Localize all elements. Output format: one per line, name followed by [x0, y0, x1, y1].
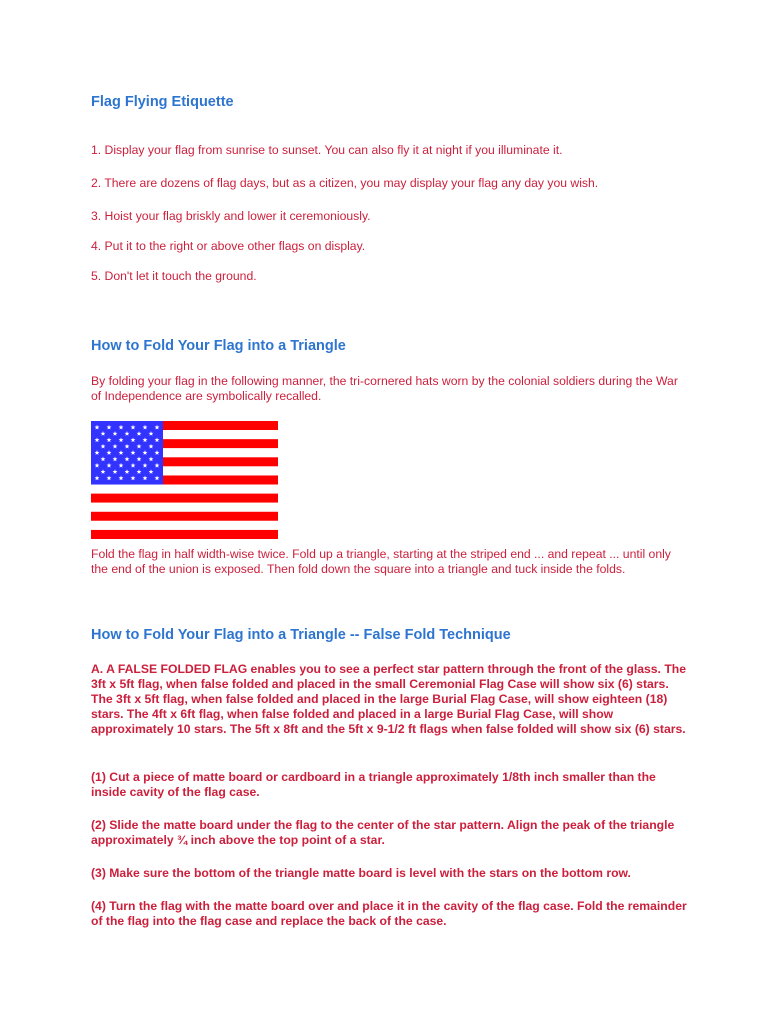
- etiquette-item-3: 3. Hoist your flag briskly and lower it ceremoniously.: [91, 209, 371, 223]
- etiquette-item-5: 5. Don't let it touch the ground.: [91, 269, 257, 283]
- false-fold-step-2: (2) Slide the matte board under the flag to the center of the star pattern. Align the peak of the triangle approximately ¾ inch above the top point of a star.: [91, 818, 675, 847]
- false-fold-heading: How to Fold Your Flag into a Triangle -- False Fold Technique: [91, 627, 511, 643]
- flag-stripe: [91, 521, 278, 530]
- etiquette-item-1: 1. Display your flag from sunrise to sunset. You can also fly it at night if you illuminate it.: [91, 143, 563, 157]
- false-fold-step-1: (1) Cut a piece of matte board or cardboard in a triangle approximately 1/8th inch smaller than the inside cavity of the flag case.: [91, 770, 656, 799]
- flag-stripe: [91, 503, 278, 512]
- flag-stripe: [91, 530, 278, 539]
- flag-stripe: [91, 485, 278, 494]
- flag-union: [91, 421, 163, 485]
- false-fold-step-3: (3) Make sure the bottom of the triangle matte board is level with the stars on the bottom row.: [91, 866, 631, 880]
- fold-heading: How to Fold Your Flag into a Triangle: [91, 338, 346, 354]
- false-fold-step-4: (4) Turn the flag with the matte board over and place it in the cavity of the flag case. Fold the remainder of the flag into the flag case and replace the back of the case.: [91, 899, 687, 928]
- fold-instructions: Fold the flag in half width-wise twice. Fold up a triangle, starting at the striped end ... and repeat ... until only the end of the union is exposed. Then fold down the square into a triangle and tuck inside the folds.: [91, 547, 671, 576]
- etiquette-item-2: 2. There are dozens of flag days, but as a citizen, you may display your flag any day you wish.: [91, 176, 599, 190]
- flag-stripe: [91, 494, 278, 503]
- flag-stripe: [91, 512, 278, 521]
- fold-intro: By folding your flag in the following manner, the tri-cornered hats worn by the colonial soldiers during the War of Independence are symbolically recalled.: [91, 374, 678, 403]
- false-fold-paragraph-a: A. A FALSE FOLDED FLAG enables you to see a perfect star pattern through the front of the glass. The 3ft x 5ft flag, when false folded and placed in the small Ceremonial Flag Case will show six (6) stars. The 3ft x 5ft flag, when false folded and placed in the large Burial Flag Case, will show eighteen (18) stars. The 4ft x 6ft flag, when false folded and placed in a large Burial Flag Case, will show approximately 10 stars. The 5ft x 8ft and the 5ft x 9-1/2 ft flags when false folded will show six (6) stars.: [91, 662, 686, 736]
- etiquette-item-4: 4. Put it to the right or above other flags on display.: [91, 239, 366, 253]
- american-flag-icon: [91, 421, 278, 539]
- etiquette-heading: Flag Flying Etiquette: [91, 94, 234, 110]
